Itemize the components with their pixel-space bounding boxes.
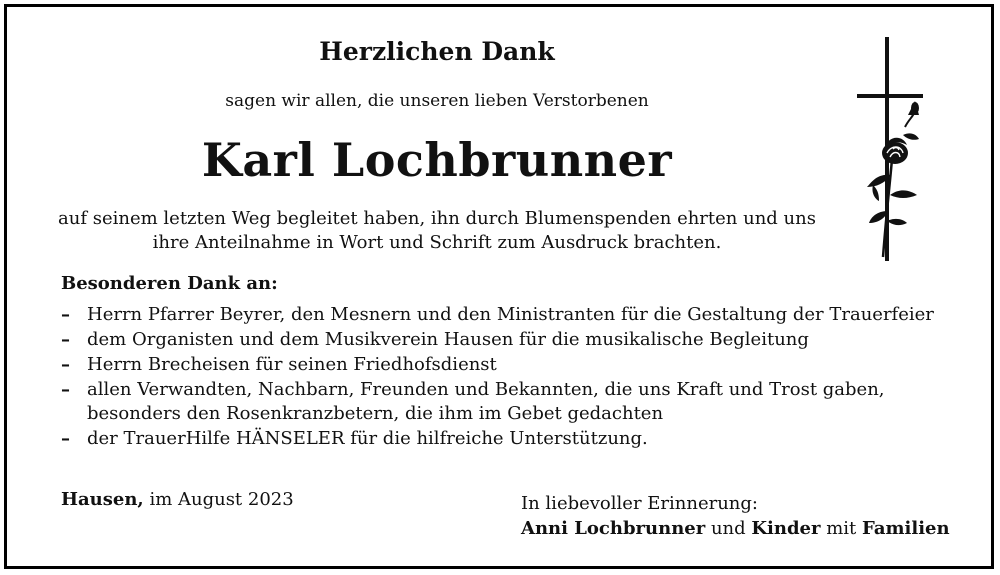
dash-bullet: – (61, 379, 70, 400)
list-item-text: dem Organisten und dem Musikverein Hausen für die musikalische Begleitung (87, 329, 809, 350)
intro-line: auf seinem letzten Weg begleitet haben, ihn durch Blumenspenden ehrten und uns (58, 208, 816, 229)
heading: Herzlichen Dank (319, 37, 555, 66)
signer-families: Familien (862, 518, 950, 539)
cross-with-rose-icon (855, 35, 935, 265)
date-text: im August 2023 (149, 489, 294, 510)
list-item (61, 328, 961, 352)
place-date (61, 489, 294, 510)
dash-bullet: – (61, 354, 70, 375)
list-item (61, 353, 961, 377)
signer-children: Kinder (751, 518, 821, 539)
signature-with: mit (826, 518, 857, 539)
list-item (61, 378, 961, 426)
list-item (61, 303, 961, 327)
list-item-text: allen Verwandten, Nachbarn, Freunden und Bekannten, die uns Kraft und Trost gaben, (87, 379, 885, 400)
signature-line (521, 516, 950, 541)
signature-and: und (710, 518, 746, 539)
signer-name: Anni Lochbrunner (521, 518, 706, 539)
obituary-notice (4, 4, 994, 569)
subheading: sagen wir allen, die unseren lieben Verstorbenen (225, 91, 649, 111)
special-thanks-label: Besonderen Dank an: (61, 273, 278, 294)
dash-bullet: – (61, 329, 70, 350)
dash-bullet: – (61, 428, 70, 449)
list-item-text-continued: besonders den Rosenkranzbetern, die ihm im Gebet gedachten (87, 403, 664, 424)
intro-line: ihre Anteilnahme in Wort und Schrift zum Ausdruck brachten. (152, 232, 722, 253)
memory-line: In liebevoller Erinnerung: (521, 493, 758, 514)
place: Hausen, (61, 489, 144, 510)
list-item-text: Herrn Brecheisen für seinen Friedhofsdienst (87, 354, 497, 375)
list-item-text: der TrauerHilfe HÄNSELER für die hilfreiche Unterstützung. (87, 428, 648, 449)
thanks-list (61, 303, 961, 452)
deceased-name: Karl Lochbrunner (201, 133, 673, 187)
signature-block (521, 491, 950, 541)
list-item-text: Herrn Pfarrer Beyrer, den Mesnern und den Ministranten für die Gestaltung der Trauerfeier (87, 304, 934, 325)
list-item (61, 427, 961, 451)
intro-text (7, 207, 867, 255)
dash-bullet: – (61, 304, 70, 325)
